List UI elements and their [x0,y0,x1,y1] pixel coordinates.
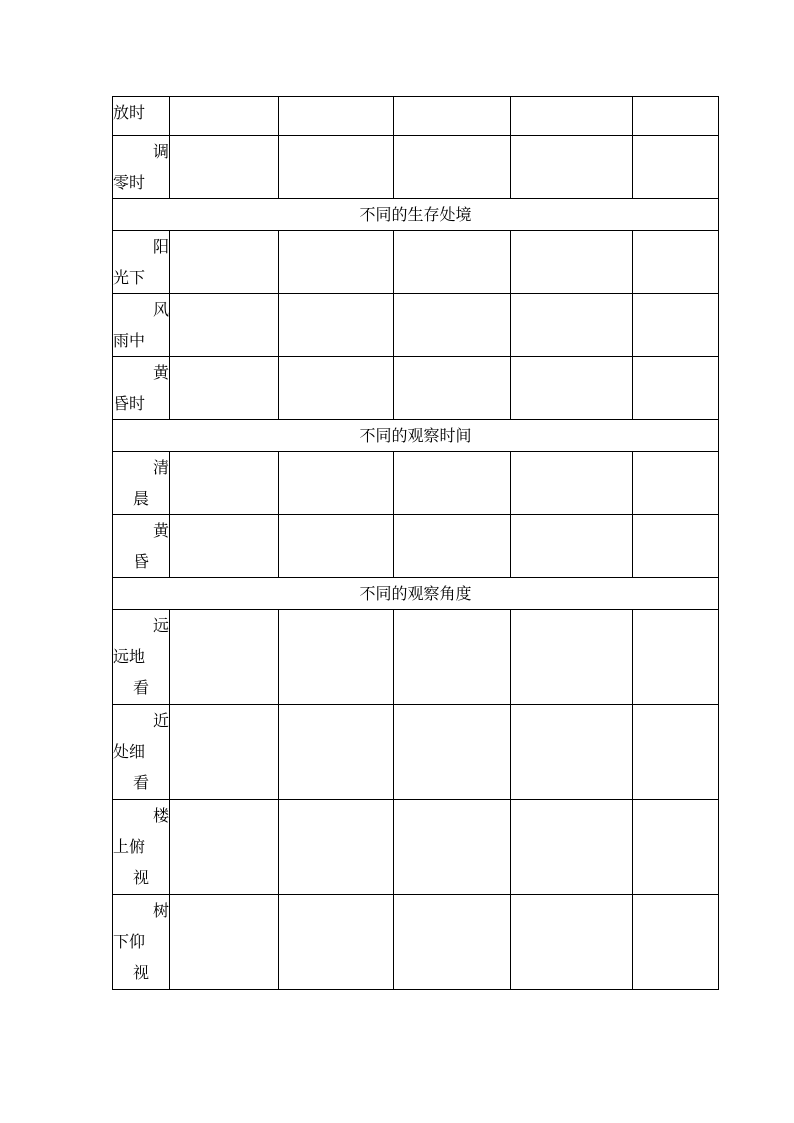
blank-cell[interactable] [170,97,279,136]
blank-cell[interactable] [633,357,719,420]
blank-cell[interactable] [633,895,719,990]
blank-cell[interactable] [170,705,279,800]
blank-cell[interactable] [170,357,279,420]
blank-cell[interactable] [279,136,394,199]
row-label-line: 风 [152,300,169,319]
table-row [113,136,719,199]
row-label [113,800,170,895]
row-label-line: 放时 [113,103,146,122]
blank-cell[interactable] [170,452,279,515]
blank-cell[interactable] [279,705,394,800]
blank-cell[interactable] [511,610,633,705]
section-title-time: 不同的观察时间 [113,420,719,452]
blank-cell[interactable] [279,97,394,136]
row-label [113,515,170,578]
blank-cell[interactable] [170,231,279,294]
row-label-line: 远 [152,616,169,635]
table-row [113,895,719,990]
blank-cell[interactable] [633,294,719,357]
table-row [113,97,719,136]
row-label-line: 晨 [132,489,149,508]
table-row [113,294,719,357]
row-label [113,357,170,420]
table-row [113,515,719,578]
row-label-line: 雨中 [113,331,146,350]
section-title-angle: 不同的观察角度 [113,578,719,610]
blank-cell[interactable] [511,800,633,895]
row-label [113,452,170,515]
blank-cell[interactable] [633,231,719,294]
blank-cell[interactable] [633,515,719,578]
blank-cell[interactable] [633,800,719,895]
blank-cell[interactable] [511,294,633,357]
blank-cell[interactable] [170,610,279,705]
section-header-row [113,578,719,610]
row-label-line: 下仰 [113,932,146,951]
blank-cell[interactable] [633,452,719,515]
row-label [113,136,170,199]
blank-cell[interactable] [511,705,633,800]
blank-cell[interactable] [279,231,394,294]
blank-cell[interactable] [633,97,719,136]
row-label-line: 清 [152,458,169,477]
section-header-row [113,199,719,231]
row-label-line: 视 [132,868,149,887]
blank-cell[interactable] [394,452,511,515]
blank-cell[interactable] [170,515,279,578]
blank-cell[interactable] [394,136,511,199]
blank-cell[interactable] [394,97,511,136]
blank-cell[interactable] [511,97,633,136]
blank-cell[interactable] [170,800,279,895]
blank-cell[interactable] [511,357,633,420]
table-row [113,452,719,515]
row-label [113,231,170,294]
blank-cell[interactable] [394,800,511,895]
blank-cell[interactable] [279,515,394,578]
row-label-line: 远地 [113,647,146,666]
blank-cell[interactable] [279,800,394,895]
row-label-line: 昏 [132,552,149,571]
row-label-line: 调 [152,142,169,161]
row-label [113,705,170,800]
blank-cell[interactable] [633,705,719,800]
section-title-env: 不同的生存处境 [113,199,719,231]
row-label-line: 黄 [152,363,169,382]
blank-cell[interactable] [279,452,394,515]
row-label-line: 零时 [113,173,146,192]
blank-cell[interactable] [170,895,279,990]
blank-cell[interactable] [633,136,719,199]
blank-cell[interactable] [394,515,511,578]
blank-cell[interactable] [511,895,633,990]
blank-cell[interactable] [279,610,394,705]
row-label [113,97,170,136]
row-label-line: 楼 [152,806,169,825]
row-label-line: 树 [152,901,169,920]
blank-cell[interactable] [279,895,394,990]
blank-cell[interactable] [511,452,633,515]
table-row [113,705,719,800]
blank-cell[interactable] [394,294,511,357]
row-label-line: 阳 [152,237,169,256]
blank-cell[interactable] [394,705,511,800]
row-label-line: 处细 [113,742,146,761]
row-label-line: 上俯 [113,837,146,856]
row-label-line: 光下 [113,268,146,287]
table-row [113,800,719,895]
blank-cell[interactable] [394,357,511,420]
blank-cell[interactable] [279,357,394,420]
table-row [113,610,719,705]
blank-cell[interactable] [511,515,633,578]
blank-cell[interactable] [394,610,511,705]
blank-cell[interactable] [511,231,633,294]
observation-table [112,96,719,990]
table-row [113,357,719,420]
row-label-line: 看 [132,678,149,697]
row-label-line: 看 [132,773,149,792]
row-label-line: 黄 [152,521,169,540]
blank-cell[interactable] [170,136,279,199]
row-label [113,294,170,357]
row-label [113,895,170,990]
row-label-line: 视 [132,963,149,982]
blank-cell[interactable] [511,136,633,199]
blank-cell[interactable] [394,231,511,294]
row-label [113,610,170,705]
row-label-line: 昏时 [113,394,146,413]
blank-cell[interactable] [170,294,279,357]
section-header-row [113,420,719,452]
blank-cell[interactable] [279,294,394,357]
row-label-line: 近 [152,711,169,730]
blank-cell[interactable] [394,895,511,990]
table-row [113,231,719,294]
blank-cell[interactable] [633,610,719,705]
